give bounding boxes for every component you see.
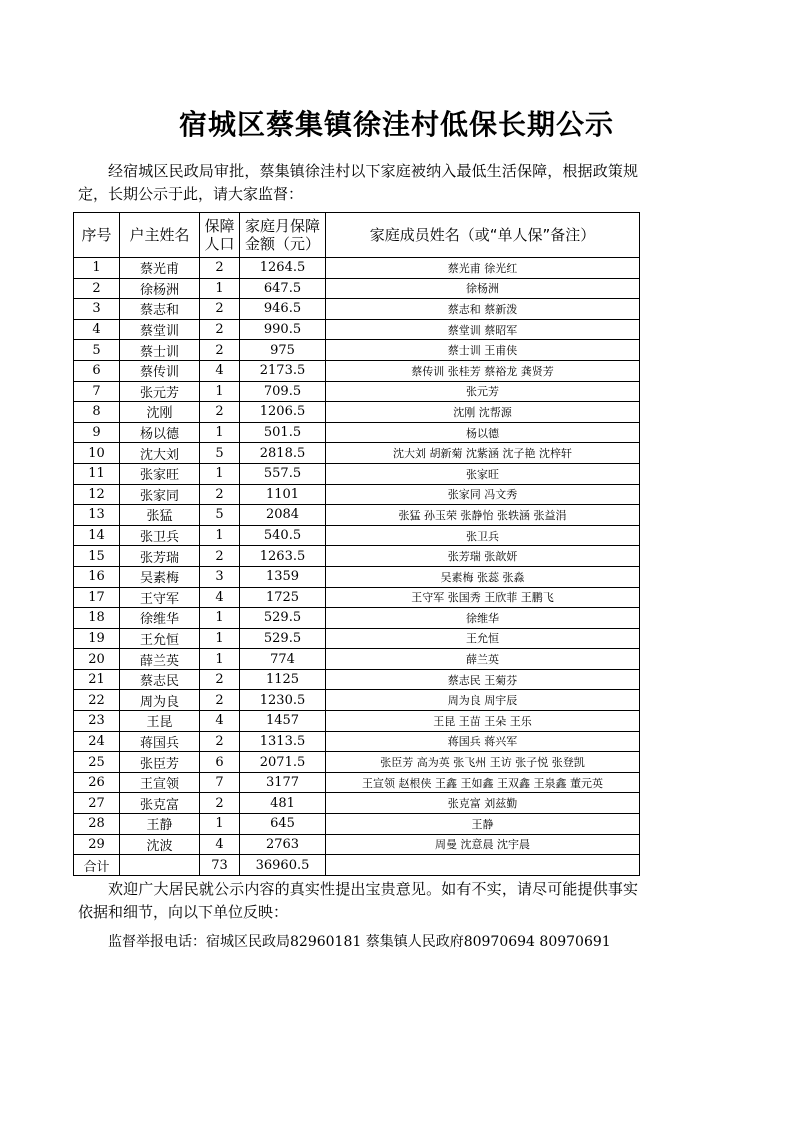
row-index: 19 bbox=[74, 628, 120, 649]
householder-name: 王守军 bbox=[120, 587, 200, 608]
family-members: 周为良 周宇辰 bbox=[326, 690, 640, 711]
row-index: 7 bbox=[74, 381, 120, 402]
householder-name: 蒋国兵 bbox=[120, 731, 200, 752]
householder-name: 张克富 bbox=[120, 793, 200, 814]
row-index: 28 bbox=[74, 814, 120, 835]
family-members: 蔡志民 王菊芬 bbox=[326, 669, 640, 690]
row-index: 21 bbox=[74, 669, 120, 690]
householder-name: 张臣芳 bbox=[120, 752, 200, 773]
family-members: 周曼 沈意晨 沈宇晨 bbox=[326, 834, 640, 855]
people-count: 5 bbox=[200, 505, 240, 526]
row-index: 29 bbox=[74, 834, 120, 855]
people-count: 3 bbox=[200, 566, 240, 587]
monthly-amount: 3177 bbox=[240, 772, 326, 793]
row-index: 11 bbox=[74, 463, 120, 484]
table-row bbox=[74, 402, 640, 423]
family-members: 王静 bbox=[326, 814, 640, 835]
table-header-row bbox=[74, 213, 640, 258]
monthly-amount: 557.5 bbox=[240, 463, 326, 484]
row-index: 9 bbox=[74, 422, 120, 443]
monthly-amount: 647.5 bbox=[240, 278, 326, 299]
total-amount: 36960.5 bbox=[240, 855, 326, 876]
table-row bbox=[74, 793, 640, 814]
people-count: 2 bbox=[200, 690, 240, 711]
householder-name: 蔡志和 bbox=[120, 299, 200, 320]
row-index: 12 bbox=[74, 484, 120, 505]
householder-name: 徐维华 bbox=[120, 608, 200, 629]
row-index: 22 bbox=[74, 690, 120, 711]
people-count: 2 bbox=[200, 484, 240, 505]
header-amount: 家庭月保障金额（元） bbox=[240, 213, 326, 258]
people-count: 2 bbox=[200, 731, 240, 752]
people-count: 2 bbox=[200, 793, 240, 814]
row-index: 20 bbox=[74, 649, 120, 670]
monthly-amount: 2763 bbox=[240, 834, 326, 855]
people-count: 1 bbox=[200, 608, 240, 629]
table-row bbox=[74, 422, 640, 443]
householder-name: 蔡志民 bbox=[120, 669, 200, 690]
householder-name: 王允恒 bbox=[120, 628, 200, 649]
family-members: 蔡堂训 蔡昭军 bbox=[326, 319, 640, 340]
people-count: 1 bbox=[200, 463, 240, 484]
people-count: 2 bbox=[200, 402, 240, 423]
monthly-amount: 1125 bbox=[240, 669, 326, 690]
row-index: 13 bbox=[74, 505, 120, 526]
row-index: 10 bbox=[74, 443, 120, 464]
total-name bbox=[120, 855, 200, 876]
family-members: 张克富 刘兹勤 bbox=[326, 793, 640, 814]
family-members: 张元芳 bbox=[326, 381, 640, 402]
householder-name: 张家同 bbox=[120, 484, 200, 505]
householder-name: 吴素梅 bbox=[120, 566, 200, 587]
family-members: 徐维华 bbox=[326, 608, 640, 629]
row-index: 14 bbox=[74, 525, 120, 546]
row-index: 15 bbox=[74, 546, 120, 567]
householder-name: 张芳瑞 bbox=[120, 546, 200, 567]
monthly-amount: 1206.5 bbox=[240, 402, 326, 423]
householder-name: 蔡光甫 bbox=[120, 258, 200, 279]
people-count: 2 bbox=[200, 546, 240, 567]
monthly-amount: 1313.5 bbox=[240, 731, 326, 752]
people-count: 4 bbox=[200, 360, 240, 381]
row-index: 4 bbox=[74, 319, 120, 340]
monthly-amount: 1457 bbox=[240, 711, 326, 732]
family-members: 杨以德 bbox=[326, 422, 640, 443]
table-row bbox=[74, 608, 640, 629]
table-row bbox=[74, 711, 640, 732]
monthly-amount: 709.5 bbox=[240, 381, 326, 402]
householder-name: 杨以德 bbox=[120, 422, 200, 443]
row-index: 25 bbox=[74, 752, 120, 773]
total-label: 合计 bbox=[74, 855, 120, 876]
table-row bbox=[74, 360, 640, 381]
family-members: 吴素梅 张蕊 张淼 bbox=[326, 566, 640, 587]
householder-name: 张家旺 bbox=[120, 463, 200, 484]
table-row bbox=[74, 649, 640, 670]
row-index: 8 bbox=[74, 402, 120, 423]
people-count: 1 bbox=[200, 278, 240, 299]
monthly-amount: 540.5 bbox=[240, 525, 326, 546]
table-row bbox=[74, 752, 640, 773]
header-householder: 户主姓名 bbox=[120, 213, 200, 258]
monthly-amount: 990.5 bbox=[240, 319, 326, 340]
monthly-amount: 501.5 bbox=[240, 422, 326, 443]
monthly-amount: 645 bbox=[240, 814, 326, 835]
householder-name: 张猛 bbox=[120, 505, 200, 526]
row-index: 16 bbox=[74, 566, 120, 587]
people-count: 1 bbox=[200, 381, 240, 402]
monthly-amount: 1725 bbox=[240, 587, 326, 608]
householder-name: 徐杨洲 bbox=[120, 278, 200, 299]
table-row bbox=[74, 566, 640, 587]
family-members: 张臣芳 高为英 张飞州 王访 张子悦 张登凯 bbox=[326, 752, 640, 773]
table-row bbox=[74, 463, 640, 484]
table-row bbox=[74, 669, 640, 690]
monthly-amount: 1359 bbox=[240, 566, 326, 587]
householder-name: 张卫兵 bbox=[120, 525, 200, 546]
row-index: 18 bbox=[74, 608, 120, 629]
people-count: 1 bbox=[200, 628, 240, 649]
family-members: 张卫兵 bbox=[326, 525, 640, 546]
monthly-amount: 529.5 bbox=[240, 628, 326, 649]
monthly-amount: 774 bbox=[240, 649, 326, 670]
family-members: 蔡士训 王甫侠 bbox=[326, 340, 640, 361]
table-row bbox=[74, 731, 640, 752]
householder-name: 沈刚 bbox=[120, 402, 200, 423]
householder-name: 沈大刘 bbox=[120, 443, 200, 464]
table-row bbox=[74, 299, 640, 320]
family-members: 薛兰英 bbox=[326, 649, 640, 670]
family-members: 王允恒 bbox=[326, 628, 640, 649]
householder-name: 张元芳 bbox=[120, 381, 200, 402]
subsidy-table bbox=[73, 212, 640, 876]
people-count: 4 bbox=[200, 711, 240, 732]
people-count: 4 bbox=[200, 834, 240, 855]
row-index: 17 bbox=[74, 587, 120, 608]
table-row bbox=[74, 546, 640, 567]
monthly-amount: 1101 bbox=[240, 484, 326, 505]
row-index: 6 bbox=[74, 360, 120, 381]
total-people: 73 bbox=[200, 855, 240, 876]
row-index: 26 bbox=[74, 772, 120, 793]
row-index: 24 bbox=[74, 731, 120, 752]
family-members: 张家旺 bbox=[326, 463, 640, 484]
table-row bbox=[74, 772, 640, 793]
row-index: 2 bbox=[74, 278, 120, 299]
table-row bbox=[74, 587, 640, 608]
family-members: 王守军 张国秀 王欣菲 王鹏飞 bbox=[326, 587, 640, 608]
people-count: 2 bbox=[200, 340, 240, 361]
page-title: 宿城区蔡集镇徐洼村低保长期公示 bbox=[178, 108, 614, 141]
family-members: 张猛 孙玉荣 张静怡 张轶涵 张益涓 bbox=[326, 505, 640, 526]
householder-name: 王宣领 bbox=[120, 772, 200, 793]
people-count: 6 bbox=[200, 752, 240, 773]
family-members: 张芳瑞 张歆妍 bbox=[326, 546, 640, 567]
monthly-amount: 975 bbox=[240, 340, 326, 361]
householder-name: 王静 bbox=[120, 814, 200, 835]
householder-name: 沈波 bbox=[120, 834, 200, 855]
family-members: 张家同 冯文秀 bbox=[326, 484, 640, 505]
table-row bbox=[74, 628, 640, 649]
people-count: 1 bbox=[200, 814, 240, 835]
people-count: 7 bbox=[200, 772, 240, 793]
monthly-amount: 1263.5 bbox=[240, 546, 326, 567]
family-members: 王昆 王苗 王朵 王乐 bbox=[326, 711, 640, 732]
family-members: 沈大刘 胡新菊 沈紫涵 沈子艳 沈梓轩 bbox=[326, 443, 640, 464]
footer-paragraph: 欢迎广大居民就公示内容的真实性提出宝贵意见。如有不实，请尽可能提供事实依据和细节，向以下单位反映： bbox=[78, 880, 638, 921]
monthly-amount: 2173.5 bbox=[240, 360, 326, 381]
table-body bbox=[74, 258, 640, 876]
total-row bbox=[74, 855, 640, 876]
row-index: 3 bbox=[74, 299, 120, 320]
family-members: 蔡光甫 徐光红 bbox=[326, 258, 640, 279]
people-count: 2 bbox=[200, 319, 240, 340]
householder-name: 王昆 bbox=[120, 711, 200, 732]
monthly-amount: 1230.5 bbox=[240, 690, 326, 711]
header-people: 保障人口 bbox=[200, 213, 240, 258]
total-members bbox=[326, 855, 640, 876]
people-count: 2 bbox=[200, 299, 240, 320]
row-index: 5 bbox=[74, 340, 120, 361]
monthly-amount: 946.5 bbox=[240, 299, 326, 320]
family-members: 蔡传训 张桂芳 蔡裕龙 龚贤芳 bbox=[326, 360, 640, 381]
table-row bbox=[74, 834, 640, 855]
row-index: 1 bbox=[74, 258, 120, 279]
family-members: 徐杨洲 bbox=[326, 278, 640, 299]
people-count: 5 bbox=[200, 443, 240, 464]
row-index: 27 bbox=[74, 793, 120, 814]
monthly-amount: 481 bbox=[240, 793, 326, 814]
table-row bbox=[74, 258, 640, 279]
people-count: 1 bbox=[200, 649, 240, 670]
table-row bbox=[74, 690, 640, 711]
monthly-amount: 529.5 bbox=[240, 608, 326, 629]
people-count: 1 bbox=[200, 525, 240, 546]
intro-paragraph: 经宿城区民政局审批，蔡集镇徐洼村以下家庭被纳入最低生活保障，根据政策规定，长期公示于此，请大家监督： bbox=[78, 162, 638, 203]
family-members: 王宣领 赵根侠 王鑫 王如鑫 王双鑫 王泉鑫 董元英 bbox=[326, 772, 640, 793]
table-row bbox=[74, 443, 640, 464]
householder-name: 蔡堂训 bbox=[120, 319, 200, 340]
family-members: 蒋国兵 蒋兴军 bbox=[326, 731, 640, 752]
monthly-amount: 1264.5 bbox=[240, 258, 326, 279]
householder-name: 蔡士训 bbox=[120, 340, 200, 361]
monthly-amount: 2084 bbox=[240, 505, 326, 526]
table-row bbox=[74, 484, 640, 505]
table-row bbox=[74, 381, 640, 402]
family-members: 沈刚 沈帮源 bbox=[326, 402, 640, 423]
table-row bbox=[74, 278, 640, 299]
people-count: 1 bbox=[200, 422, 240, 443]
family-members: 蔡志和 蔡新泼 bbox=[326, 299, 640, 320]
table-row bbox=[74, 525, 640, 546]
table-row bbox=[74, 319, 640, 340]
people-count: 2 bbox=[200, 258, 240, 279]
householder-name: 蔡传训 bbox=[120, 360, 200, 381]
monthly-amount: 2818.5 bbox=[240, 443, 326, 464]
monthly-amount: 2071.5 bbox=[240, 752, 326, 773]
row-index: 23 bbox=[74, 711, 120, 732]
table-row bbox=[74, 814, 640, 835]
table-row bbox=[74, 340, 640, 361]
table-row bbox=[74, 505, 640, 526]
householder-name: 周为良 bbox=[120, 690, 200, 711]
header-members: 家庭成员姓名（或“单人保”备注） bbox=[326, 213, 640, 258]
header-index: 序号 bbox=[74, 213, 120, 258]
people-count: 4 bbox=[200, 587, 240, 608]
hotline-text: 监督举报电话：宿城区民政局82960181 蔡集镇人民政府80970694 80970691 bbox=[108, 934, 611, 950]
householder-name: 薛兰英 bbox=[120, 649, 200, 670]
people-count: 2 bbox=[200, 669, 240, 690]
